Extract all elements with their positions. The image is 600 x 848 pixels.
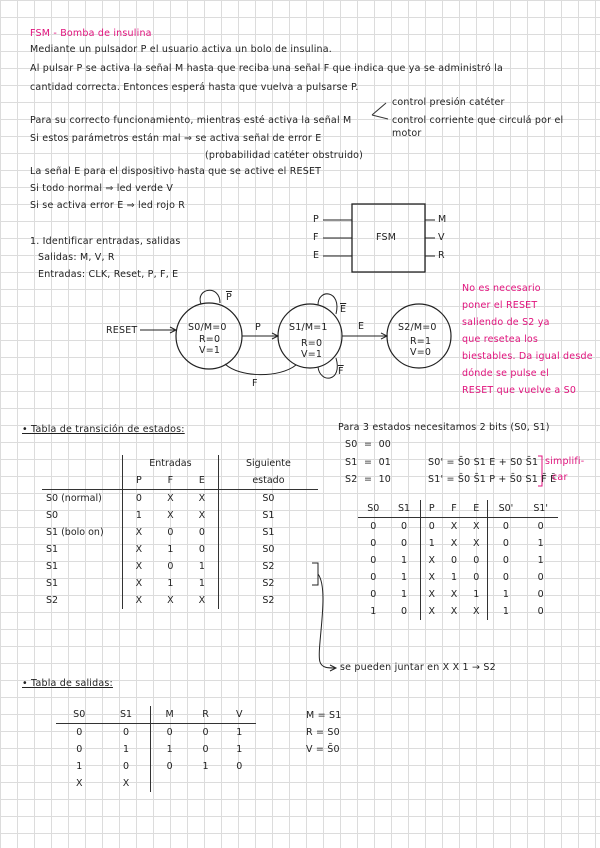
transition-next-header-1: Siguiente	[246, 458, 291, 469]
table-row: S0 (normal) 0 X X S0	[42, 490, 318, 508]
note-line-1: No es necesario	[462, 283, 541, 294]
note-line-6: dónde se pulse el	[462, 368, 549, 379]
outputs-line: Salidas: M, V, R	[38, 252, 115, 263]
annotation-pressure: control presión catéter	[392, 97, 505, 108]
table-row: S1 (bolo on) X 0 0 S1	[42, 524, 318, 541]
merge-note: se pueden juntar en X X 1 → S2	[340, 662, 496, 673]
transition-s1-self-top: $\overline{E}$	[340, 304, 347, 315]
table-row: S2 X X X S2	[42, 592, 318, 609]
table-row: 0 1 X 1 0 0 0	[358, 569, 558, 586]
simplify-note-1: simplifi-	[545, 456, 585, 467]
table-row: 0 0 0 0 1	[56, 724, 256, 742]
intro-line-1: Mediante un pulsador P el usuario activa un bolo de insulina.	[30, 44, 332, 55]
table-row: S1 X 1 0 S0	[42, 541, 318, 558]
encoded-table: S0 S1 P F E S0' S1' 0 0 0 X X 0 0 0 0 1 X X 0 1 0 1 X 0 0 0 1 0 1 X 1 0 0 0 0 1 X X 1 1 0 1 0 X X X 1 0	[358, 500, 558, 620]
table-row: 0 1 X 0 0 0 1	[358, 552, 558, 569]
note-line-7: RESET que vuelve a S0	[462, 385, 577, 396]
s1-to-s0-arrow	[225, 364, 296, 375]
note-line-4: que resetea los	[462, 334, 539, 345]
fsm-output-v: V	[438, 232, 445, 243]
transition-next-header-2: estado	[218, 472, 318, 490]
s0-self-loop	[200, 290, 220, 304]
para3-line-2: Si todo normal ⇒ led verde V	[30, 183, 174, 194]
intro-line-3: cantidad correcta. Entonces esperá hasta que vuelva a pulsarse P.	[30, 82, 359, 93]
transition-s1-s0: F	[252, 378, 258, 389]
s1-self-loop-bottom	[318, 358, 337, 378]
equation-m: M = S1	[306, 710, 342, 721]
state-s1-line2: R=0	[301, 338, 323, 349]
transition-s1-s2: E	[358, 321, 365, 332]
section-output-table: • Tabla de salidas:	[22, 678, 113, 689]
simplify-note-2: car	[552, 472, 568, 483]
section-identify: 1. Identificar entradas, salidas	[30, 236, 181, 247]
state-s2-line2: R=1	[410, 336, 432, 347]
fsm-input-p: P	[313, 214, 319, 225]
note-line-2: poner el RESET	[462, 300, 538, 311]
encoding-s0: S0 = 00	[345, 439, 392, 450]
equation-s0-next: S0' = S̄0 S1 E + S0 S̄1	[428, 457, 539, 468]
annotation-arrow-down	[372, 115, 388, 119]
table-row: X X	[56, 775, 256, 792]
section-transition-table: • Tabla de transición de estados:	[22, 424, 185, 435]
annotation-current-2: motor	[392, 128, 422, 139]
table-row: 0 0 0 X X 0 0	[358, 518, 558, 536]
state-s1-line3: V=1	[301, 349, 323, 360]
fsm-input-f: F	[313, 232, 319, 243]
table-row: S1 X 0 1 S2	[42, 558, 318, 575]
transition-col-p: P	[123, 472, 155, 490]
intro-line-2: Al pulsar P se activa la señal M hasta que reciba una señal F que indica que ya se administró la	[30, 63, 503, 74]
transition-col-e: E	[186, 472, 218, 490]
table-row: 1 0 X X X 1 0	[358, 603, 558, 620]
output-table: S0 S1 M R V 0 0 0 0 1 0 1 1 0 1 1 0 0 1 0 X X	[56, 706, 256, 792]
annotation-current-1: control corriente que circulá por el	[392, 115, 564, 126]
para2-line-3: (probabilidad catéter obstruido)	[205, 150, 364, 161]
state-s0-line2: R=0	[199, 334, 221, 345]
equation-s1-next: S1' = S̄0 S̄1 P + S̄0 S1 F̄ Ē	[428, 474, 557, 485]
equation-r: R = S0	[306, 727, 340, 738]
state-s2-line3: V=0	[410, 347, 432, 358]
para2-line-2: Si estos parámetros están mal ⇒ se activa señal de error E	[30, 133, 322, 144]
transition-s1-self-bottom: $\overline{F}$	[338, 366, 344, 377]
fsm-input-e: E	[313, 250, 320, 261]
transition-table	[42, 455, 318, 609]
equation-v: V = S̄0	[306, 744, 340, 755]
transition-s0-s1: P	[255, 322, 261, 333]
page-title: FSM - Bomba de insulina	[30, 28, 152, 39]
fsm-output-r: R	[438, 250, 445, 261]
s1-self-loop-top	[318, 294, 337, 314]
table-row: 0 1 1 0 1	[56, 741, 256, 758]
inputs-line: Entradas: CLK, Reset, P, F, E	[38, 269, 179, 280]
fsm-block-label: FSM	[376, 232, 397, 243]
transition-col-f: F	[155, 472, 186, 490]
para3-line-3: Si se activa error E ⇒ led rojo R	[30, 200, 186, 211]
encoding-s2: S2 = 10	[345, 474, 392, 485]
state-s1-line1: S1/M=1	[289, 322, 328, 333]
para3-line-1: La señal E para el dispositivo hasta que se active el RESET	[30, 166, 322, 177]
note-line-5: biestables. Da igual desde	[462, 351, 593, 362]
table-row: 1 0 0 1 0	[56, 758, 256, 775]
fsm-output-m: M	[438, 214, 447, 225]
encoding-header: Para 3 estados necesitamos 2 bits (S0, S1)	[338, 422, 550, 433]
merge-arrow	[318, 574, 335, 668]
para2-line-1: Para su correcto funcionamiento, mientras esté activa la señal M	[30, 115, 352, 126]
transition-group-header: Entradas	[123, 455, 219, 472]
transition-s0-self: $\overline{P}$	[226, 292, 232, 303]
state-s0-line1: S0/M=0	[188, 322, 227, 333]
note-line-3: saliendo de S2 ya	[462, 317, 550, 328]
reset-label: RESET	[106, 325, 138, 336]
annotation-arrow-up	[372, 103, 386, 115]
state-s2-line1: S2/M=0	[398, 322, 437, 333]
table-row: 0 1 X X 1 1 0	[358, 586, 558, 603]
table-row: S0 1 X X S1	[42, 507, 318, 524]
encoding-s1: S1 = 01	[345, 457, 392, 468]
table-row: 0 0 1 X X 0 1	[358, 535, 558, 552]
state-s0-line3: V=1	[199, 345, 221, 356]
table-row: S1 X 1 1 S2	[42, 575, 318, 592]
